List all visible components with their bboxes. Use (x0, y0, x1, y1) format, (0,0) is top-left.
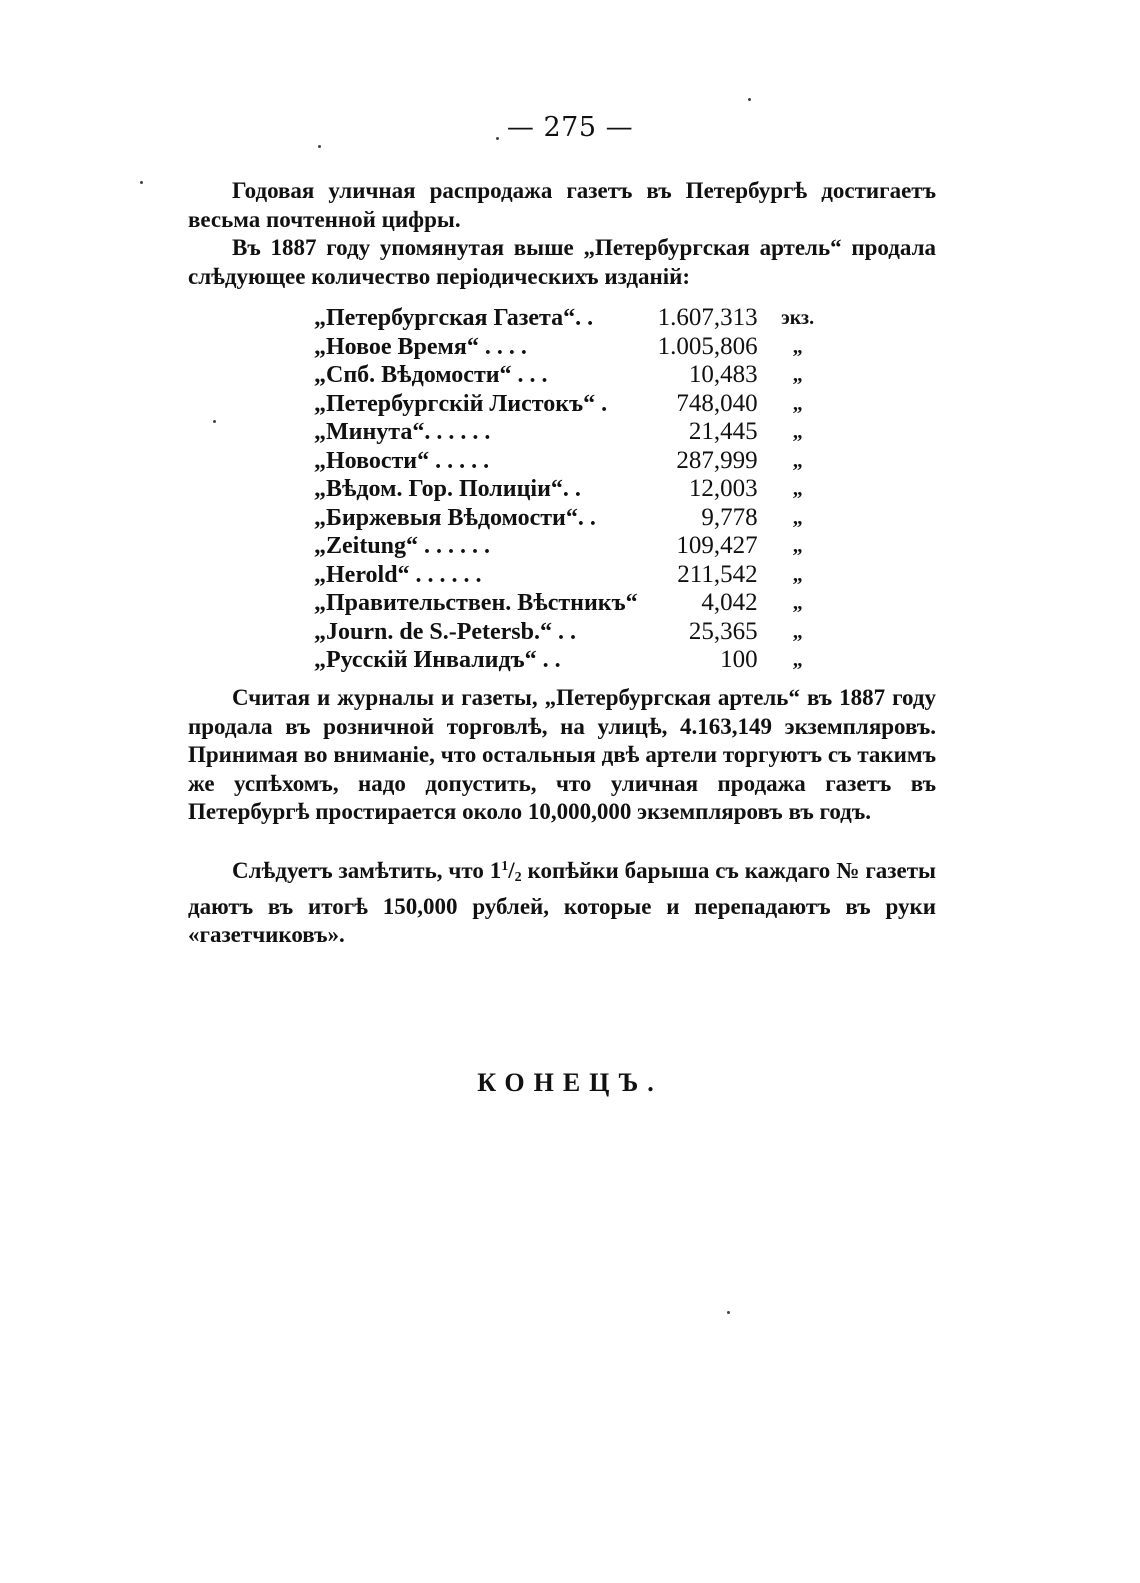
publication-name: „Herold“ . . . . . . (314, 561, 482, 588)
copies-sold: 100 (720, 646, 758, 673)
copies-sold: 25,365 (688, 617, 758, 645)
unit-label: „ (792, 478, 803, 500)
print-speck (213, 420, 216, 423)
copies-sold: 10,483 (688, 361, 758, 388)
copies-sold: 12,003 (688, 475, 758, 502)
unit-label: „ (792, 535, 803, 557)
unit-label: „ (792, 620, 803, 643)
paragraph-3-text: Считая и журналы и газеты, „Петербургская артель“ въ 1887 году продала въ розничной торговлѣ, на улицѣ, 4.163,149 экземпляровъ. Принимая во вниманіе, что остальныя двѣ артели торгуютъ съ такимъ же успѣхомъ, надо допустить, что уличная продажа газетъ въ Петербургѣ простирается около 10,000,000 экземпляровъ въ годъ. (188, 685, 936, 824)
table-row (314, 418, 824, 447)
table-row (314, 504, 824, 533)
unit-label: „ (792, 449, 803, 472)
paragraph-profit (188, 853, 936, 950)
paragraph-intro (188, 177, 936, 234)
sales-table-body (314, 304, 824, 675)
publication-name: „Русскій Инвалидъ“ . . (314, 647, 561, 673)
table-row (314, 561, 824, 590)
unit-label: экз. (781, 307, 815, 329)
fraction-numerator: 1 (501, 859, 509, 874)
table-row (314, 304, 824, 333)
copies-sold: 211,542 (677, 560, 758, 588)
paragraph-sales-intro (188, 234, 936, 291)
copies-sold: 4,042 (701, 589, 758, 616)
publication-name: „Биржевыя Вѣдомости“. . (314, 504, 596, 531)
print-speck (727, 1311, 730, 1314)
table-row (314, 333, 824, 362)
publication-name: „Петербургскій Листокъ“ . (314, 390, 608, 417)
ending-title: КОНЕЦЪ. (477, 1068, 663, 1097)
publication-name: „Zeitung“ . . . . . . (314, 533, 491, 559)
paragraph-summary (188, 684, 936, 827)
sales-table (314, 304, 824, 675)
copies-sold: 1.607,313 (657, 304, 758, 331)
print-speck (140, 181, 143, 184)
unit-label: „ (792, 592, 803, 614)
copies-sold: 287,999 (676, 446, 758, 474)
publication-name: „Journ. de S.-Petersb.“ . . (314, 618, 576, 645)
print-speck (318, 145, 321, 148)
paragraph-2-text: Въ 1887 году упомянутая выше „Петербургская артель“ продала слѣдующее количество періодическихъ изданій: (188, 235, 936, 289)
unit-label: „ (792, 563, 803, 586)
publication-name: „Петербургская Газета“. . (314, 305, 594, 331)
paragraph-4-before: Слѣдуетъ замѣтить, что 1 (232, 858, 502, 883)
publication-name: „Правительствен. Вѣстникъ“ (314, 590, 638, 616)
publication-name: „Новости“ . . . . . (314, 447, 490, 474)
publication-name: „Минута“. . . . . . (314, 419, 491, 445)
unit-label: „ (792, 335, 803, 358)
publication-name: „Вѣдом. Гор. Полиціи“. . (314, 476, 581, 502)
fraction-denominator: 2 (514, 870, 522, 885)
table-row (314, 646, 824, 675)
table-row (314, 447, 824, 476)
table-row (314, 475, 824, 504)
print-speck (748, 98, 751, 101)
unit-label: „ (792, 364, 803, 386)
unit-label: „ (792, 421, 803, 443)
print-speck (496, 137, 499, 140)
paragraph-4-after: копѣйки барыша съ каждаго № газеты даютъ въ итогѣ 150,000 рублей, которые и перепадаютъ въ руки «газетчиковъ». (188, 858, 936, 947)
copies-sold: 748,040 (676, 389, 758, 417)
paragraph-1-text: Годовая уличная распродажа газетъ въ Петербургѣ достигаетъ весьма почтенной цифры. (188, 178, 936, 232)
table-row (314, 618, 824, 647)
page-number: — 275 — (506, 112, 634, 143)
table-row (314, 361, 824, 390)
publication-name: „Новое Время“ . . . . (314, 333, 527, 360)
unit-label: „ (792, 506, 803, 529)
paragraph-4-text: Слѣдуетъ замѣтить, что $1^1/_2$ копѣйки барыша съ каждаго № газеты даютъ въ итогѣ 150,000 рублей, которые и перепадаютъ въ руки «газетчиковъ». (188, 858, 936, 947)
copies-sold: 1.005,806 (657, 332, 758, 360)
table-row (314, 589, 824, 618)
unit-label: „ (792, 392, 803, 415)
unit-label: „ (792, 649, 803, 671)
copies-sold: 109,427 (676, 532, 758, 559)
publication-name: „Спб. Вѣдомости“ . . . (314, 362, 548, 388)
copies-sold: 21,445 (688, 418, 758, 445)
table-row (314, 390, 824, 419)
table-row (314, 532, 824, 561)
copies-sold: 9,778 (701, 503, 758, 531)
